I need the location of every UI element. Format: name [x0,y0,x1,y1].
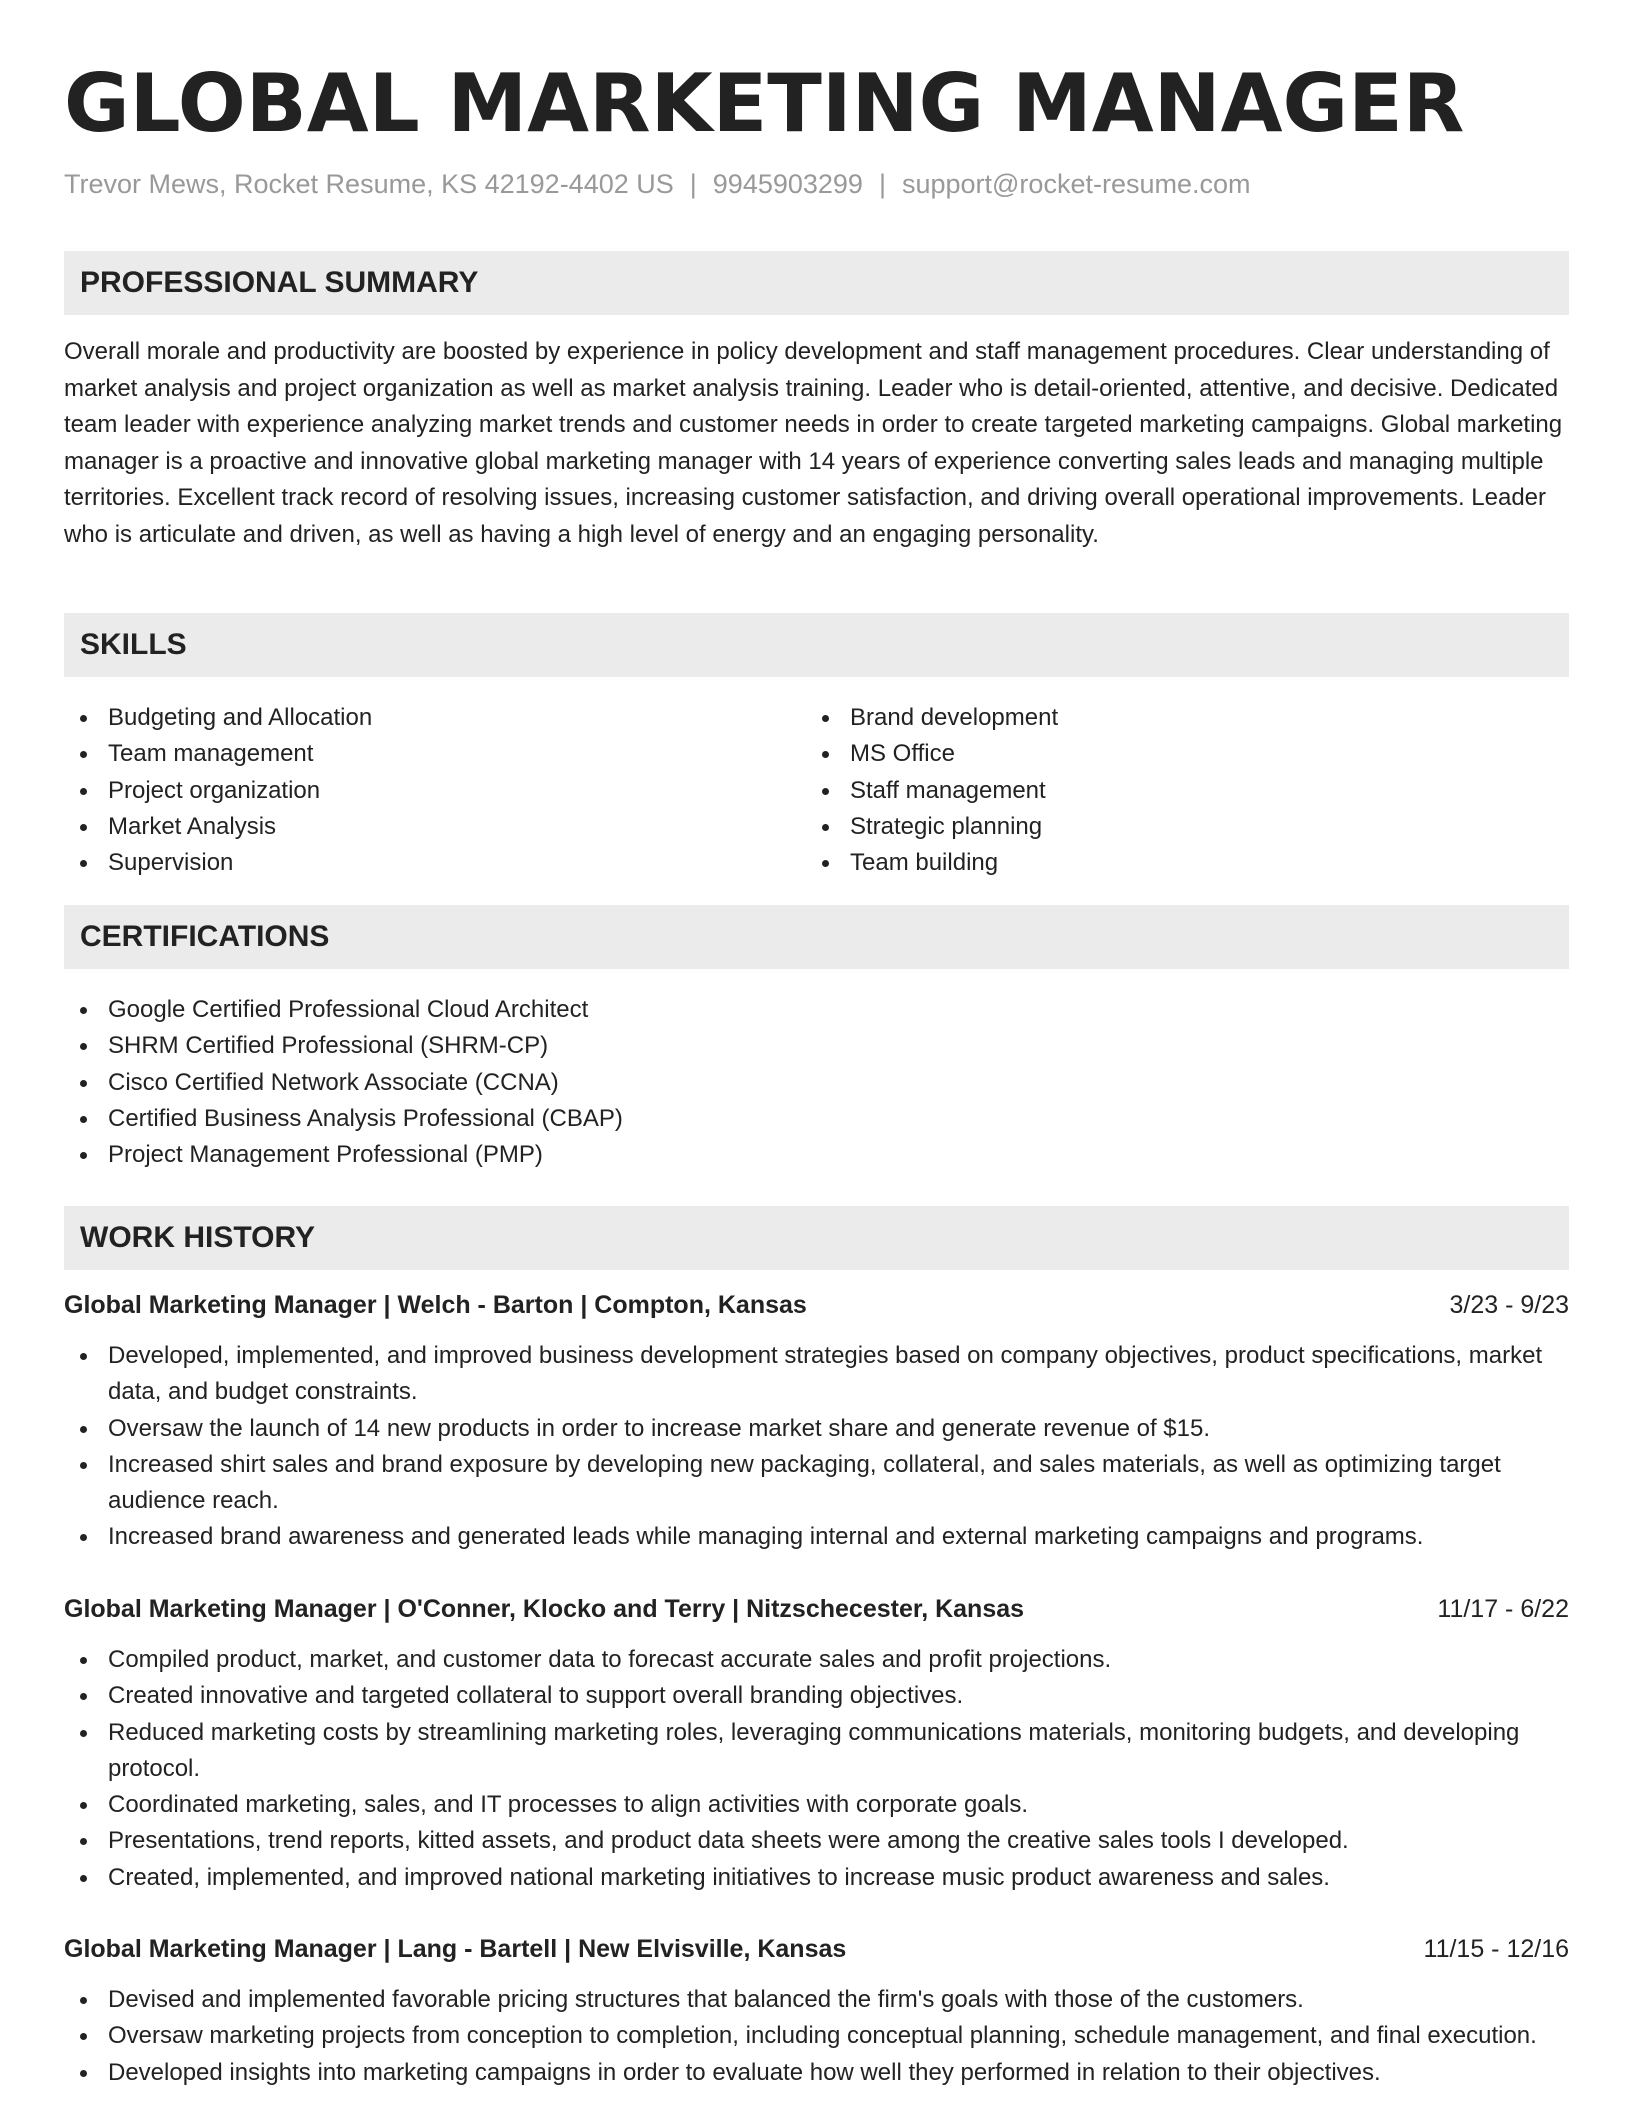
skills-list-left [64,700,804,881]
job-title: Global Marketing Manager | O'Conner, Klocko and Terry | Nitzschecester, Kansas [64,1595,1025,1623]
job-header [64,1591,1569,1627]
job-bullets [64,1642,1569,1896]
job-bullet: Increased brand awareness and generated leads while managing internal and external marketing campaigns and programs. [64,1519,1569,1555]
job-bullet: Developed, implemented, and improved business development strategies based on company objectives, product specifications, market data, and budget constraints. [64,1338,1569,1411]
job-entry [64,1591,1569,1896]
certifications-block [64,992,1569,1173]
section-heading-certifications: CERTIFICATIONS [64,905,1569,969]
job-title: Global Marketing Manager | Welch - Barton | Compton, Kansas [64,1291,807,1319]
contact-email: support@rocket-resume.com [901,169,1251,199]
job-bullet: Devised and implemented favorable pricing structures that balanced the firm's goals with those of the customers. [64,1982,1569,2018]
job-dates: 11/17 - 6/22 [1437,1595,1569,1623]
contact-separator: | [689,169,697,199]
skill-item: Team management [64,736,804,772]
job-bullets [64,1338,1569,1556]
skill-item: Supervision [64,845,804,881]
section-heading-summary: PROFESSIONAL SUMMARY [64,251,1569,315]
skills-column-right [806,700,1546,881]
summary-text: Overall morale and productivity are boosted by experience in policy development and staff management procedures. Clear understanding of market analysis and project organization as well as market analysis training. Leader who is detail-oriented, attentive, and decisive. Dedicated team leader with experience analyzing market trends and customer needs in order to create targeted marketing campaigns. Global marketing manager is a proactive and innovative global marketing manager with 14 years of experience converting sales leads and managing multiple territories. Excellent track record of resolving issues, increasing customer satisfaction, and driving overall operational improvements. Leader who is articulate and driven, as well as having a high level of energy and an engaging personality. [64,338,1563,548]
skill-item: Strategic planning [806,809,1546,845]
job-bullet: Created, implemented, and improved national marketing initiatives to increase music product awareness and sales. [64,1860,1569,1896]
skill-item: Market Analysis [64,809,804,845]
certification-item: Cisco Certified Network Associate (CCNA) [64,1065,1569,1101]
certification-item: Certified Business Analysis Professional (CBAP) [64,1101,1569,1137]
job-bullet: Developed insights into marketing campaigns in order to evaluate how well they performed in relation to their objectives. [64,2055,1569,2091]
job-dates: 11/15 - 12/16 [1423,1935,1569,1963]
job-bullets [64,1982,1569,2091]
job-entry [64,1287,1569,1556]
skills-column-left [64,700,804,881]
skill-item: Budgeting and Allocation [64,700,804,736]
skill-item: MS Office [806,736,1546,772]
certification-item: Google Certified Professional Cloud Architect [64,992,1569,1028]
skills-list-right [806,700,1546,881]
job-dates: 3/23 - 9/23 [1449,1291,1569,1319]
job-bullet: Compiled product, market, and customer data to forecast accurate sales and profit projections. [64,1642,1569,1678]
job-bullet: Increased shirt sales and brand exposure by developing new packaging, collateral, and sales materials, as well as optimizing target audience reach. [64,1447,1569,1520]
resume-title: GLOBAL MARKETING MANAGER [64,57,1465,150]
job-header [64,1287,1569,1323]
section-heading-work-history: WORK HISTORY [64,1206,1569,1270]
skill-item: Project organization [64,773,804,809]
job-title: Global Marketing Manager | Lang - Bartell | New Elvisville, Kansas [64,1935,847,1963]
job-bullet: Created innovative and targeted collateral to support overall branding objectives. [64,1678,1569,1714]
skill-item: Team building [806,845,1546,881]
skill-item: Staff management [806,773,1546,809]
certification-item: Project Management Professional (PMP) [64,1137,1569,1173]
job-bullet: Oversaw the launch of 14 new products in order to increase market share and generate revenue of $15. [64,1411,1569,1447]
job-header [64,1931,1569,1967]
contact-phone: 9945903299 [712,169,863,199]
certifications-list [64,992,1569,1173]
job-bullet: Coordinated marketing, sales, and IT processes to align activities with corporate goals. [64,1787,1569,1823]
job-bullet: Presentations, trend reports, kitted assets, and product data sheets were among the creative sales tools I developed. [64,1823,1569,1859]
contact-line [64,167,1251,201]
job-entry [64,1931,1569,2091]
job-bullet: Oversaw marketing projects from conception to completion, including conceptual planning, schedule management, and final execution. [64,2018,1569,2054]
skill-item: Brand development [806,700,1546,736]
contact-address: Trevor Mews, Rocket Resume, KS 42192-4402 US [64,169,674,199]
section-heading-skills: SKILLS [64,613,1569,677]
contact-separator: | [878,169,886,199]
job-bullet: Reduced marketing costs by streamlining marketing roles, leveraging communications materials, monitoring budgets, and developing protocol. [64,1715,1569,1788]
certification-item: SHRM Certified Professional (SHRM-CP) [64,1028,1569,1064]
